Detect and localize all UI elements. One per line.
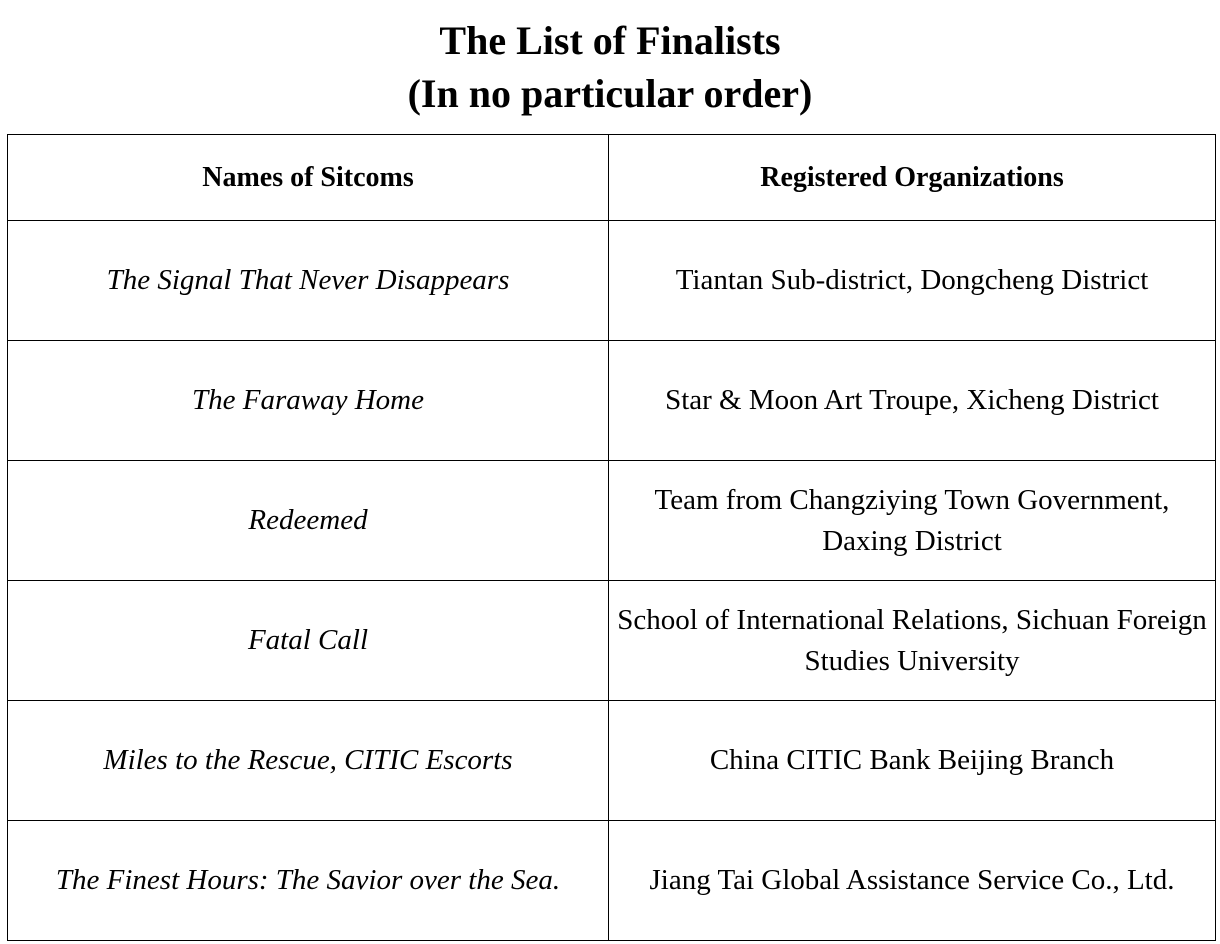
title-line-2: (In no particular order) — [407, 71, 813, 116]
organization-cell: Jiang Tai Global Assistance Service Co., Ltd. — [609, 821, 1216, 941]
column-header-sitcoms: Names of Sitcoms — [8, 135, 609, 221]
sitcom-name-cell: The Faraway Home — [8, 341, 609, 461]
sitcom-name-cell: Redeemed — [8, 461, 609, 581]
column-header-organizations: Registered Organizations — [609, 135, 1216, 221]
sitcom-name-cell: Fatal Call — [8, 581, 609, 701]
sitcom-name-cell: Miles to the Rescue, CITIC Escorts — [8, 701, 609, 821]
table-row — [8, 581, 1216, 701]
title-line-1: The List of Finalists — [439, 18, 781, 63]
sitcom-name-cell: The Finest Hours: The Savior over the Sea. — [8, 821, 609, 941]
organization-cell: School of International Relations, Sichuan Foreign Studies University — [609, 581, 1216, 701]
organization-cell: Team from Changziying Town Government, Daxing District — [609, 461, 1216, 581]
table-row — [8, 821, 1216, 941]
table-row — [8, 341, 1216, 461]
table-row — [8, 701, 1216, 821]
table-row — [8, 221, 1216, 341]
organization-cell: Tiantan Sub-district, Dongcheng District — [609, 221, 1216, 341]
table-header-row — [8, 135, 1216, 221]
page-title — [0, 14, 1220, 120]
finalists-table — [7, 134, 1216, 941]
organization-cell: China CITIC Bank Beijing Branch — [609, 701, 1216, 821]
sitcom-name-cell: The Signal That Never Disappears — [8, 221, 609, 341]
organization-cell: Star & Moon Art Troupe, Xicheng District — [609, 341, 1216, 461]
table-row — [8, 461, 1216, 581]
